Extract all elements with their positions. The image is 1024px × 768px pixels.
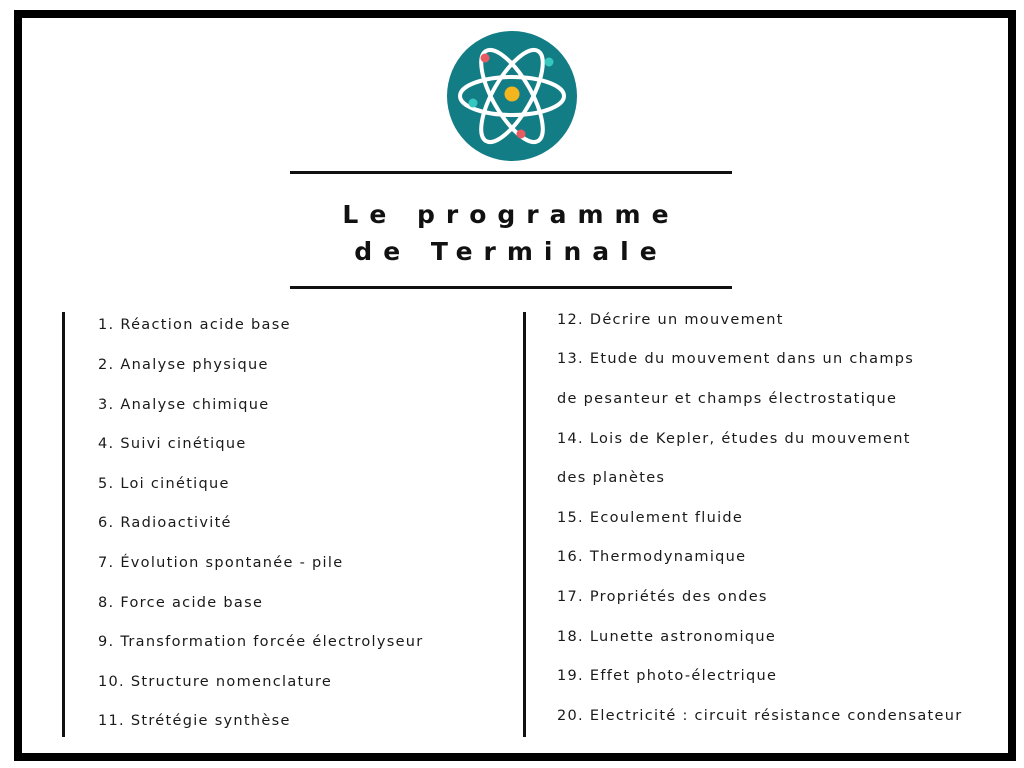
list-item: 13. Etude du mouvement dans un champs — [557, 351, 915, 367]
list-item: de pesanteur et champs électrostatique — [557, 391, 898, 407]
title-bottom-rule — [290, 286, 732, 289]
left-column-bar — [62, 312, 65, 737]
list-item: 5. Loi cinétique — [98, 476, 230, 492]
page-title-line-1: Le programme — [342, 200, 680, 229]
list-item: 2. Analyse physique — [98, 357, 269, 373]
list-item: 12. Décrire un mouvement — [557, 312, 784, 328]
nucleus — [505, 87, 520, 102]
list-item: 7. Évolution spontanée - pile — [98, 555, 344, 571]
page-title-line-2: de Terminale — [354, 237, 668, 266]
list-item: 14. Lois de Kepler, études du mouvement — [557, 431, 911, 447]
list-item: 19. Effet photo-électrique — [557, 668, 778, 684]
list-item: 4. Suivi cinétique — [98, 436, 247, 452]
list-item: 6. Radioactivité — [98, 515, 232, 531]
list-item: 18. Lunette astronomique — [557, 629, 777, 645]
list-item: 16. Thermodynamique — [557, 549, 747, 565]
electron — [481, 54, 490, 63]
list-item: 1. Réaction acide base — [98, 317, 291, 333]
list-item: 20. Electricité : circuit résistance condensateur — [557, 708, 963, 724]
right-column-bar — [523, 312, 526, 737]
list-item: 9. Transformation forcée électrolyseur — [98, 634, 424, 650]
list-item: 15. Ecoulement fluide — [557, 510, 744, 526]
list-item: 10. Structure nomenclature — [98, 674, 333, 690]
list-item: 17. Propriétés des ondes — [557, 589, 768, 605]
electron — [517, 130, 526, 139]
list-item: 8. Force acide base — [98, 595, 264, 611]
electron — [545, 58, 554, 67]
list-item: 11. Strétégie synthèse — [98, 713, 291, 729]
title-top-rule — [290, 171, 732, 174]
atom-icon — [446, 30, 578, 162]
list-item: 3. Analyse chimique — [98, 397, 270, 413]
list-item: des planètes — [557, 470, 666, 486]
electron — [469, 99, 478, 108]
